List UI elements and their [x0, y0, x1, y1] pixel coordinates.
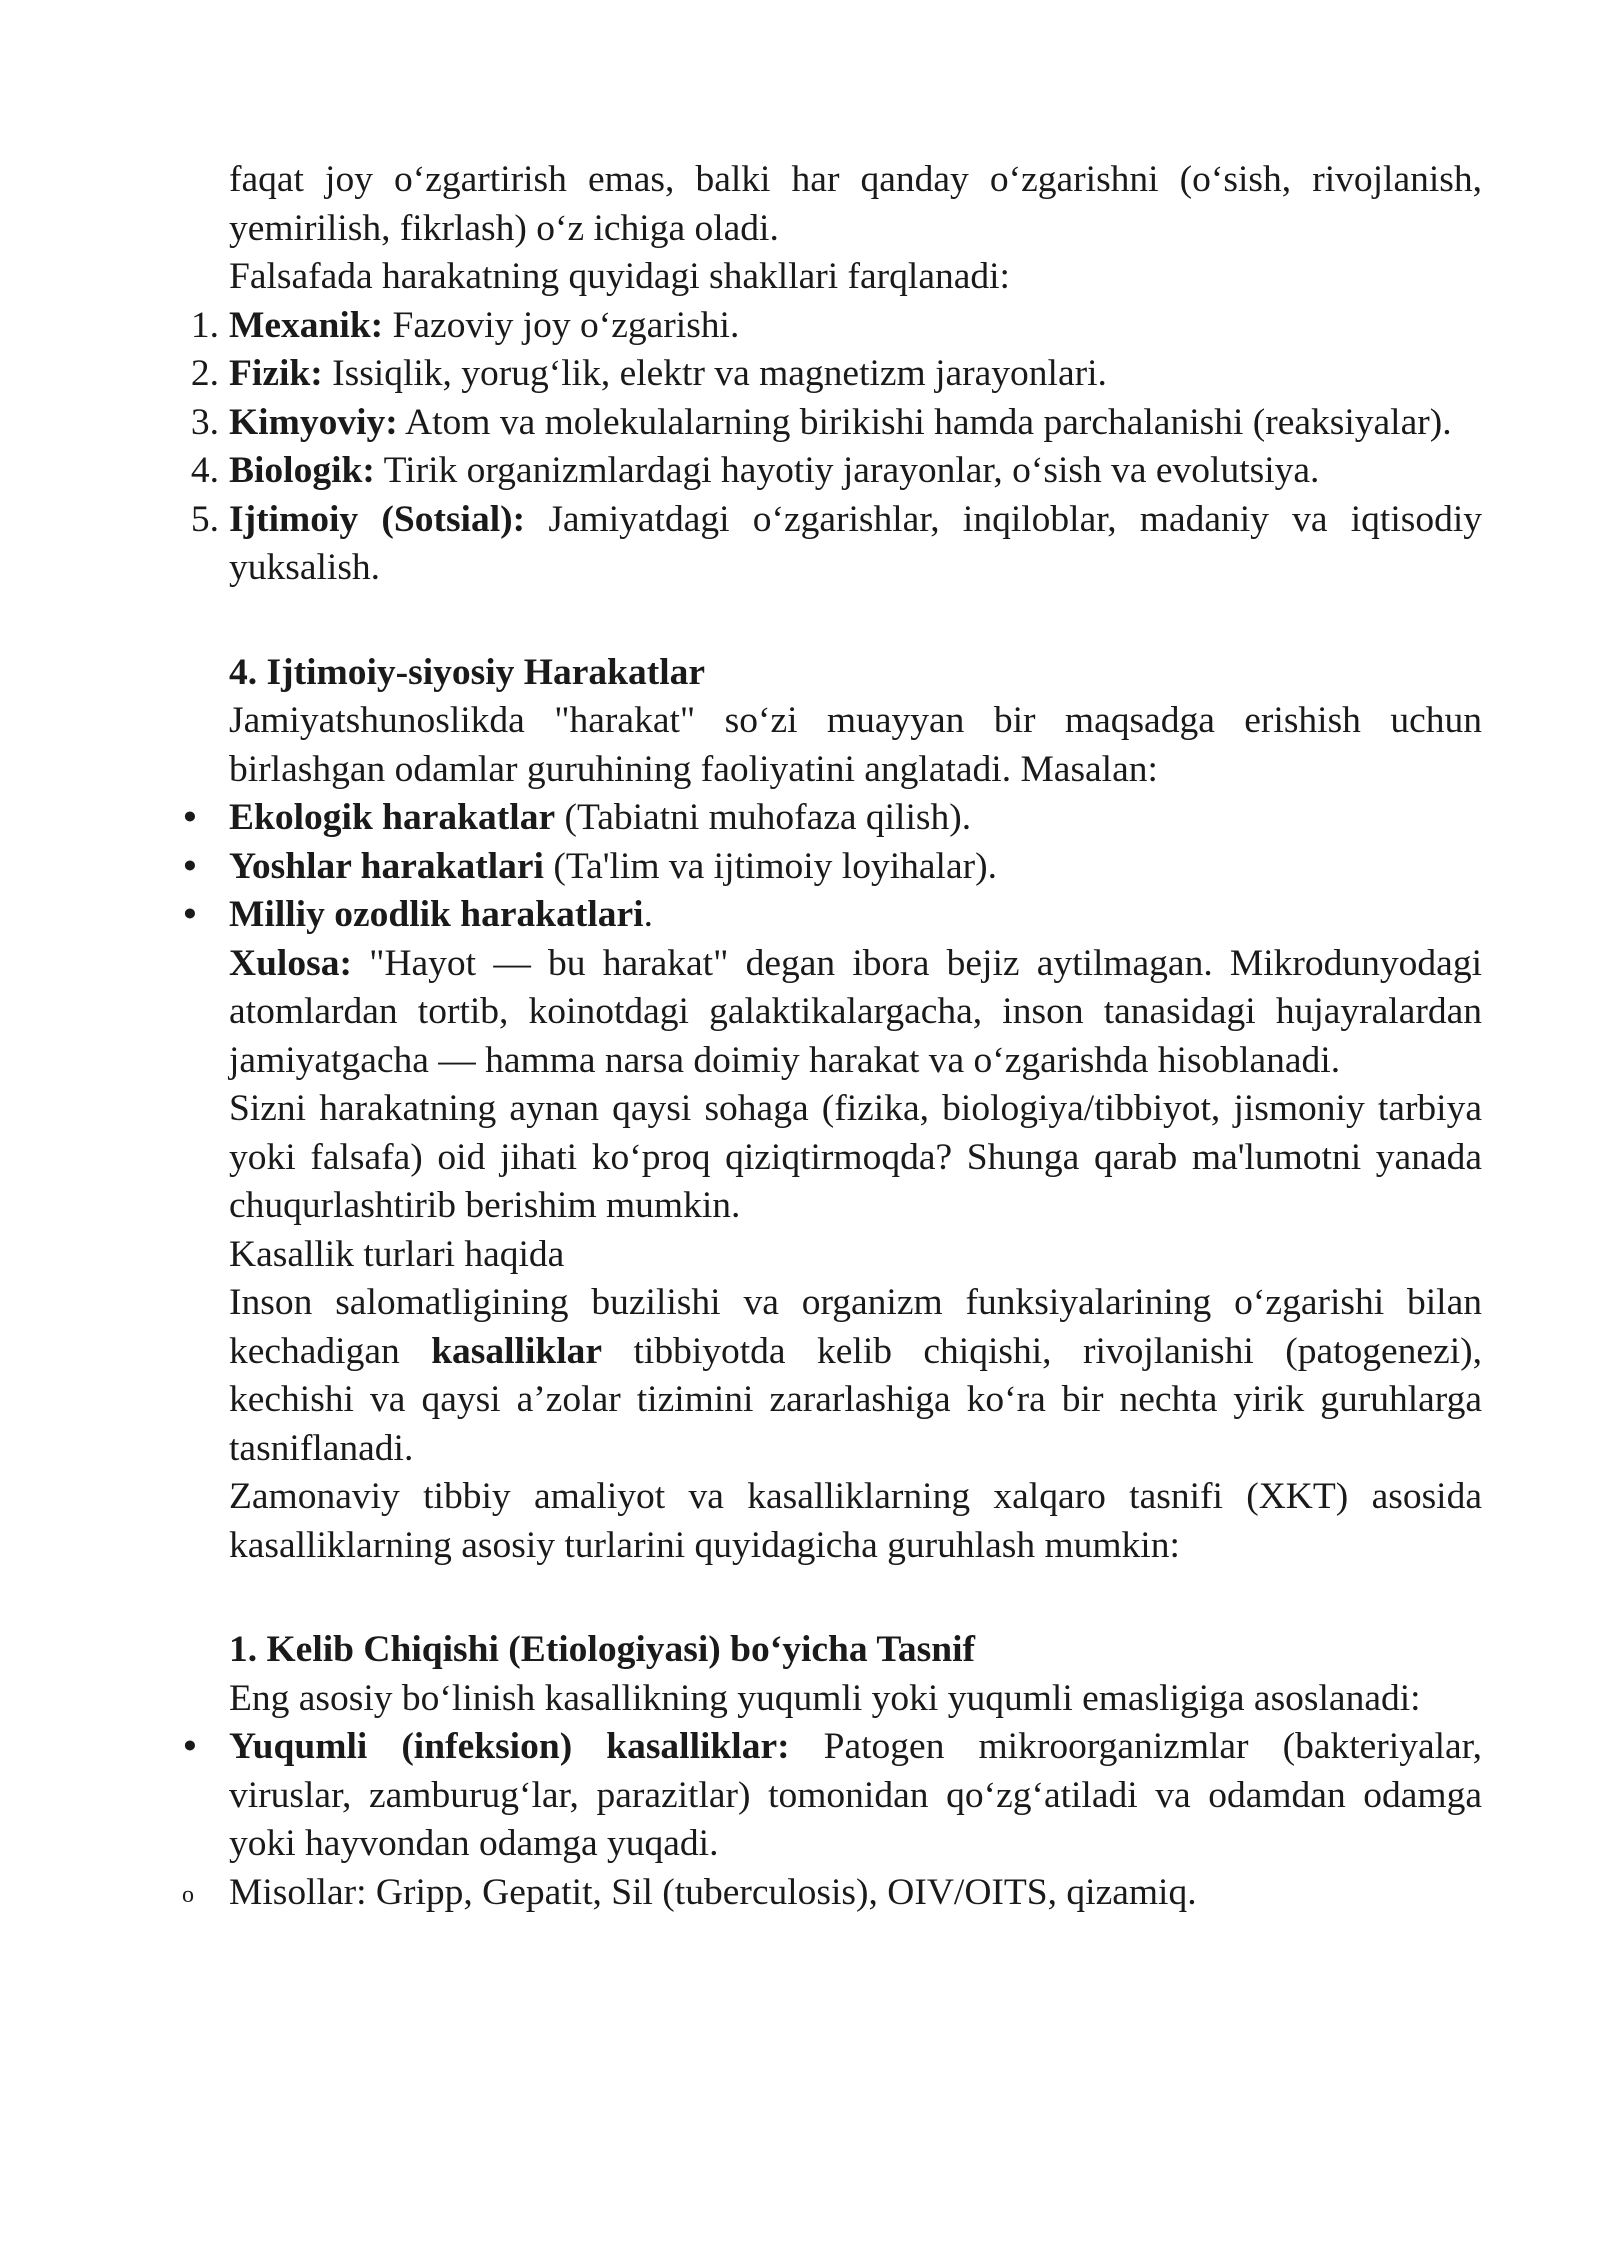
list-number: 1.: [190, 304, 219, 346]
term: Ijtimoiy (Sotsial):: [229, 498, 526, 540]
section-heading: 4. Ijtimoiy-siyosiy Harakatlar: [229, 651, 706, 693]
bullet-icon: •: [183, 845, 197, 887]
intro-paragraph: faqat joy o‘zgartirish emas, balki har qanday o‘zgarishni (o‘sish, rivojlanish, yemirilish, fikrlash) o‘z ichiga oladi.: [229, 159, 1482, 249]
definition: (Tabiatni muhofaza qilish).: [555, 797, 972, 838]
text-run: Inson salomatligining buzilishi va organizm funksiyalarining o‘zgarishi bilan kechadigan: [229, 1282, 1482, 1372]
text-run-bold: kasalliklar: [431, 1330, 603, 1372]
question-paragraph: Sizni harakatning aynan qaysi sohaga (fizika, biologiya/tibbiyot, jismoniy tarbiya yoki falsafa) oid jihati ko‘proq qiziqtirmoqda? Shunga qarab ma'lumotni yanada chuqurlashtirib berishim mumkin.: [229, 1088, 1482, 1226]
term: Mexanik:: [229, 304, 384, 346]
definition: .: [643, 894, 653, 935]
list-number: 4.: [190, 450, 219, 491]
sub-bullet-item: [182, 1869, 1482, 1918]
examples-text: Misollar: Gripp, Gepatit, Sil (tuberculosis), OIV/OITS, qizamiq.: [229, 1871, 1197, 1913]
term: Kimyoviy:: [229, 401, 398, 443]
term: Yuqumli (infeksion) kasalliklar:: [229, 1726, 790, 1767]
definition: Jamiyatdagi o‘zgarishlar, inqiloblar, madaniy va iqtisodiy yuksalish.: [229, 498, 1483, 588]
list-item: [190, 399, 1482, 448]
conclusion-label: Xulosa:: [229, 942, 352, 984]
definition: Tirik organizmlardagi hayotiy jarayonlar, o‘sish va evolutsiya.: [374, 450, 1320, 491]
term: Fizik:: [229, 353, 323, 394]
paragraph: Jamiyatshunoslikda "harakat" so‘zi muayyan bir maqsadga erishish uchun birlashgan odamlar guruhining faoliyatini anglatadi. Masalan:: [229, 700, 1482, 790]
list-number: 2.: [190, 353, 219, 394]
disease-title: Kasallik turlari haqida: [229, 1233, 565, 1275]
term: Ekologik harakatlar: [229, 797, 556, 838]
text-run: tibbiyotda kelib chiqishi, rivojlanishi (patogenezi), kechishi va qaysi a’zolar tizimini zararlashiga ko‘ra bir nechta yirik guruhlarga tasniflanadi.: [229, 1330, 1482, 1469]
bullet-icon: •: [183, 1726, 197, 1767]
bullet-icon: •: [183, 894, 197, 935]
term: Milliy ozodlik harakatlari: [229, 894, 644, 935]
definition: Issiqlik, yorug‘lik, elektr va magnetizm jarayonlari.: [322, 353, 1107, 394]
list-item: [190, 302, 1482, 351]
list-item: [190, 447, 1482, 496]
conclusion-text: "Hayot — bu harakat" degan ibora bejiz aytilmagan. Mikrodunyodagi atomlardan tortib, koinotdagi galaktikalargacha, inson tanasidagi hujayralardan jamiyatgacha — hamma narsa doimiy harakat va o‘zgarishda hisoblanadi.: [229, 942, 1482, 1081]
bullet-item: [183, 843, 1482, 892]
list-item: [190, 496, 1483, 593]
disease-paragraph: [229, 1279, 1482, 1473]
definition: Fazoviy joy o‘zgarishi.: [383, 304, 740, 346]
bullet-item: [183, 1723, 1483, 1869]
list-item: [190, 350, 1482, 399]
definition: Atom va molekulalarning birikishi hamda parchalanishi (reaksiyalar).: [397, 401, 1452, 443]
disease-classification-intro: Zamonaviy tibbiy amaliyot va kasalliklarning xalqaro tasnifi (XKT) asosida kasalliklarning asosiy turlarini quyidagicha guruhlash mumkin:: [229, 1476, 1482, 1566]
list-number: 5.: [190, 498, 219, 540]
conclusion-paragraph: [229, 940, 1482, 1086]
section-heading: 1. Kelib Chiqishi (Etiologiyasi) bo‘yicha Tasnif: [229, 1629, 976, 1670]
circle-bullet-icon: o: [182, 1881, 194, 1908]
definition: (Ta'lim va ijtimoiy loyihalar).: [543, 845, 997, 887]
term: Yoshlar harakatlari: [229, 845, 544, 887]
definition: Patogen mikroorganizmlar (bakteriyalar, viruslar, zamburug‘lar, parazitlar) tomonidan qo‘zg‘atiladi va odamdan odamga yoki hayvondan odamga yuqadi.: [229, 1726, 1483, 1864]
paragraph: Eng asosiy bo‘linish kasallikning yuqumli yoki yuqumli emasligiga asoslanadi:: [229, 1677, 1421, 1719]
bullet-item: [183, 794, 1482, 843]
bullet-item: [183, 891, 1482, 940]
list-number: 3.: [190, 401, 219, 443]
spacer: [229, 593, 1482, 649]
spacer: [229, 1570, 1482, 1626]
forms-intro: Falsafada harakatning quyidagi shakllari farqlanadi:: [229, 256, 1010, 297]
term: Biologik:: [229, 450, 375, 491]
bullet-icon: •: [183, 797, 197, 838]
